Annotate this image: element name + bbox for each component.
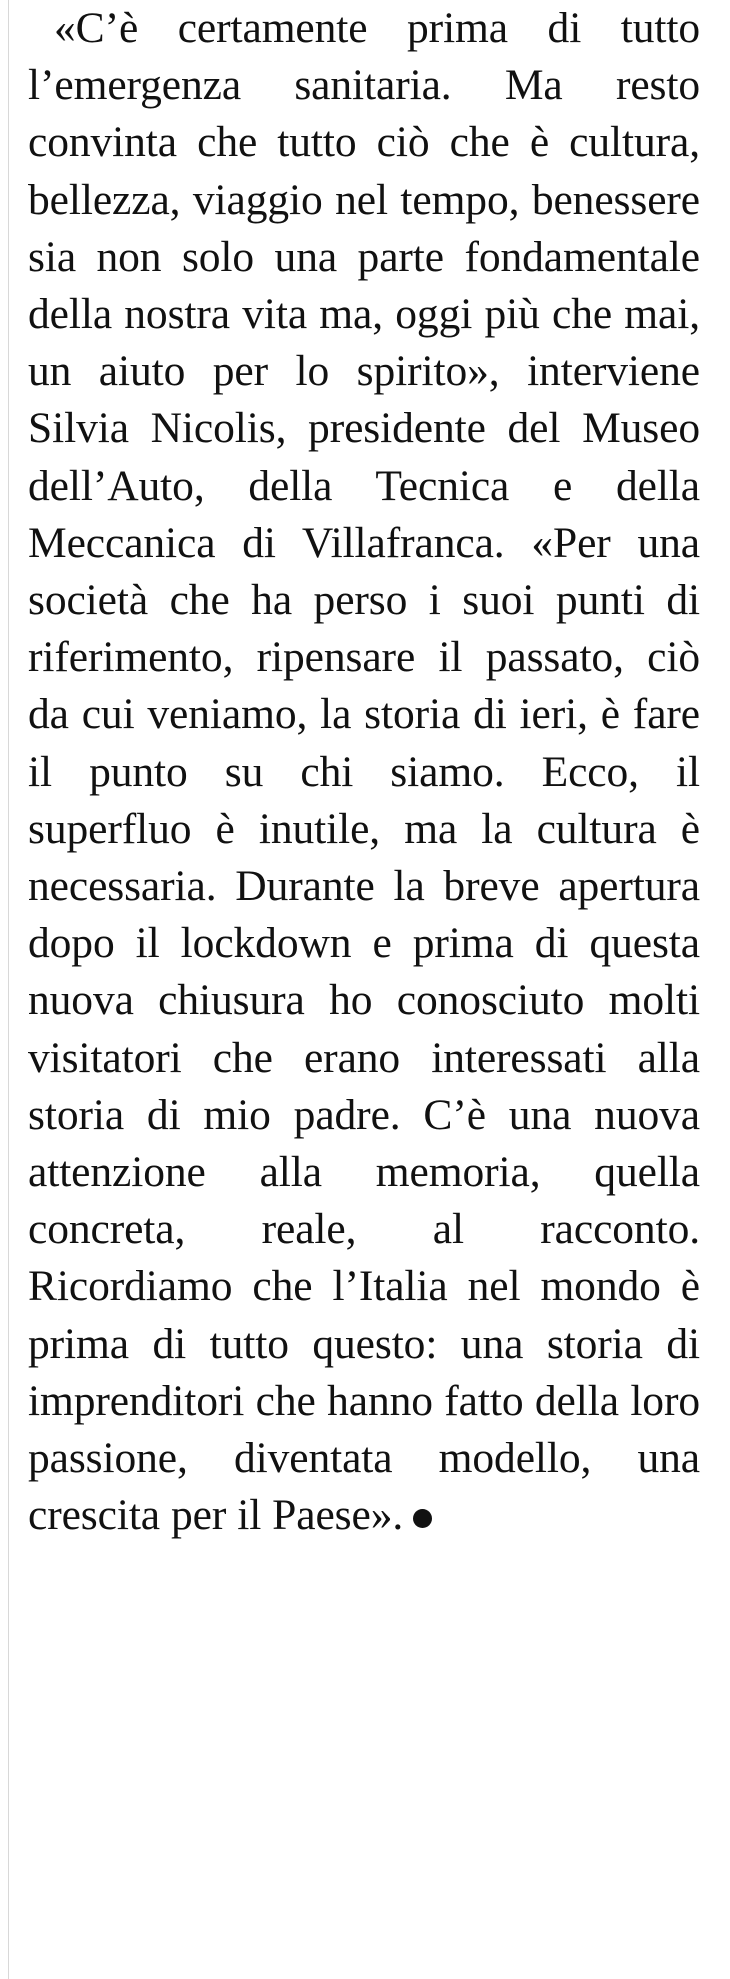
article-body-paragraph (28, 0, 700, 1544)
end-of-article-mark (413, 1509, 432, 1528)
paragraph-text: «C’è certamente prima di tutto l’emergenza sanitaria. Ma resto convinta che tutto ciò che è cultura, bellezza, viaggio nel tempo, benessere sia non solo una parte fondamentale della nostra vita ma, oggi più che mai, un aiuto per lo spirito», interviene Silvia Nicolis, presidente del Museo dell’Auto, della Tecnica e della Meccanica di Villafranca. «Per una società che ha perso i suoi punti di riferimento, ripensare il passato, ciò da cui veniamo, la storia di ieri, è fare il punto su chi siamo. Ecco, il superfluo è inutile, ma la cultura è necessaria. Durante la breve apertura dopo il lockdown e prima di questa nuova chiusura ho conosciuto molti visitatori che erano interessati alla storia di mio padre. C’è una nuova attenzione alla memoria, quella concreta, reale, al racconto. Ricordiamo che l’Italia nel mondo è prima di tutto questo: una storia di imprenditori che hanno fatto della loro passione, diventata modello, una crescita per il Paese». (28, 4, 700, 1540)
article-text-column (28, 0, 700, 1544)
column-divider-rule (8, 0, 9, 1979)
